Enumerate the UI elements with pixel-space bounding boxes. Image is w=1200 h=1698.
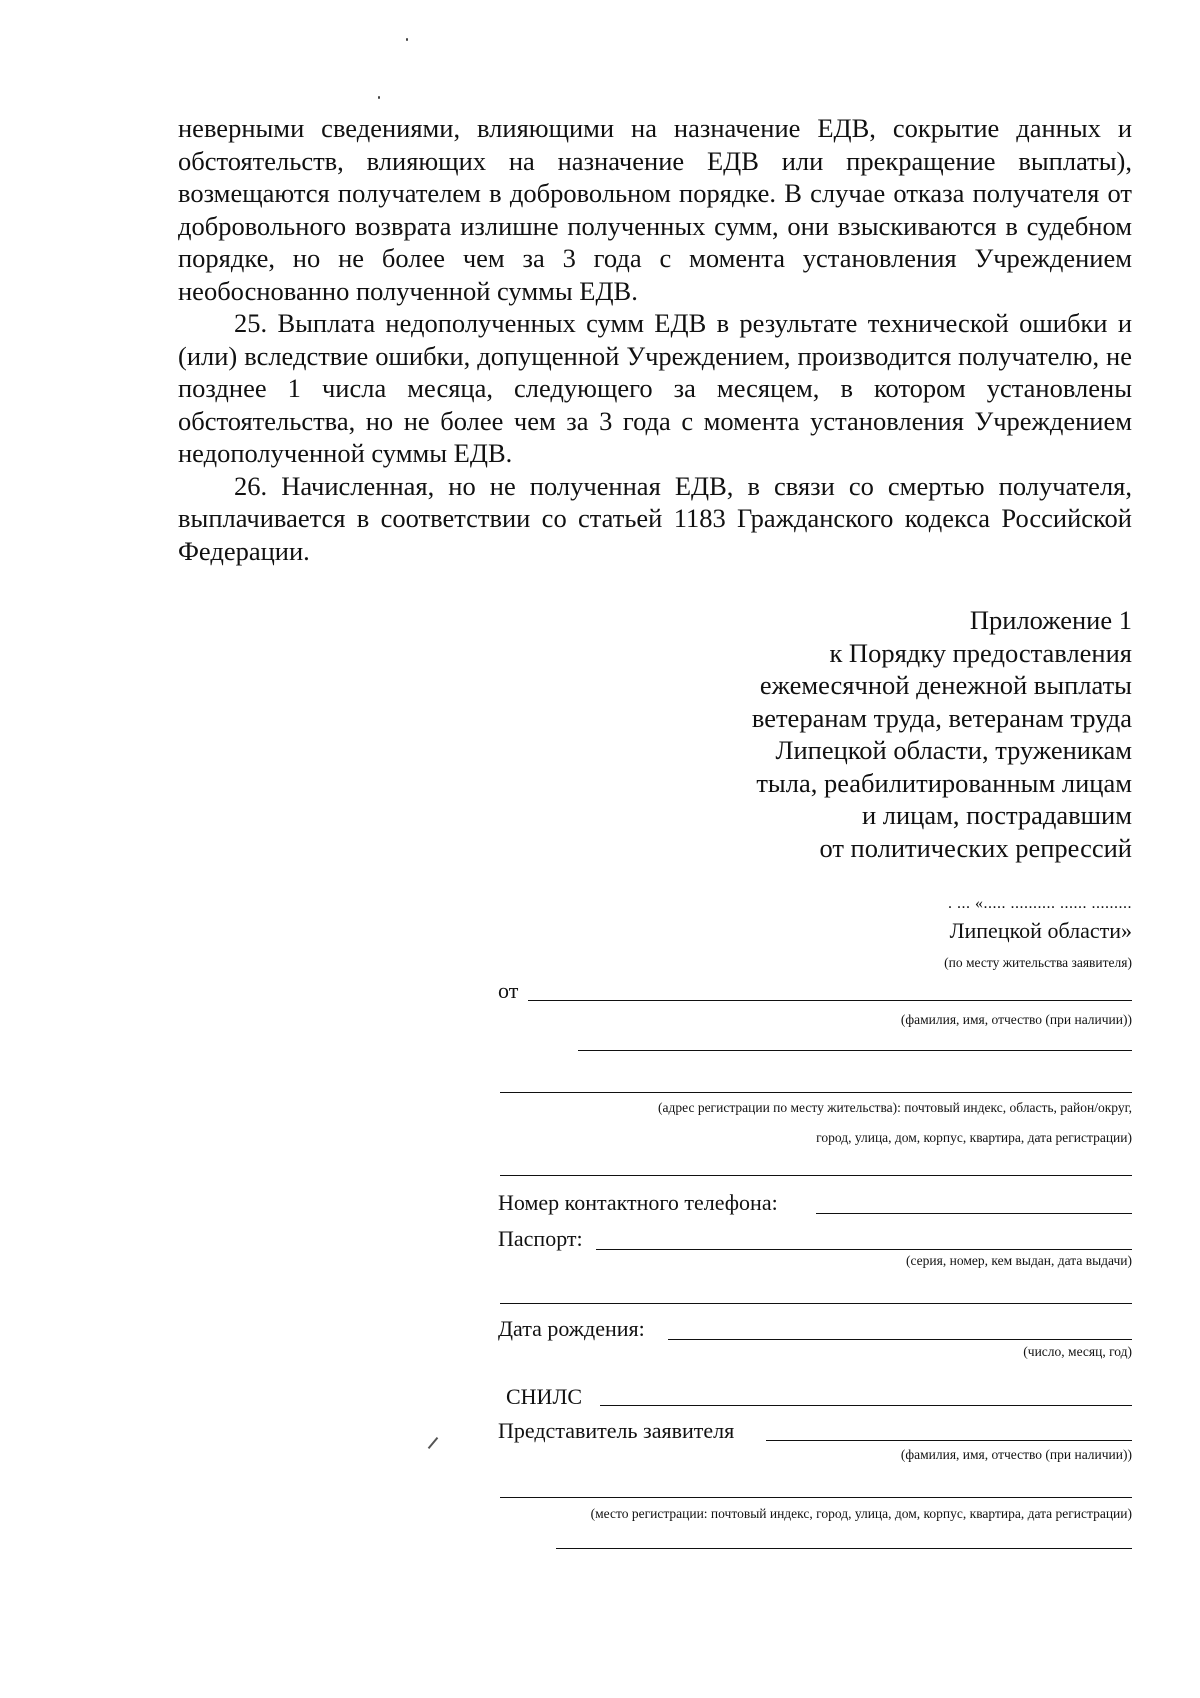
annex-line: тыла, реабилитированным лицам bbox=[756, 767, 1132, 798]
scan-speck bbox=[406, 38, 408, 41]
annex-line: к Порядку предоставления bbox=[829, 637, 1132, 668]
passport-field-2[interactable] bbox=[500, 1303, 1132, 1304]
annex-line: и лицам, пострадавшим bbox=[861, 800, 1132, 830]
address-field-1[interactable] bbox=[500, 1092, 1132, 1093]
representative-address-field[interactable] bbox=[556, 1548, 1132, 1549]
address-field-2[interactable] bbox=[500, 1175, 1132, 1176]
phone-label: Номер контактного телефона: bbox=[498, 1190, 778, 1215]
address-hint-2: город, улица, дом, корпус, квартира, дата регистрации) bbox=[816, 1130, 1132, 1145]
body-text bbox=[178, 112, 1132, 567]
annex-title: Приложение 1 bbox=[969, 605, 1132, 635]
representative-field[interactable] bbox=[766, 1440, 1132, 1441]
passport-hint: (серия, номер, кем выдан, дата выдачи) bbox=[906, 1253, 1132, 1268]
paragraph-26: 26. Начисленная, но не полученная ЕДВ, в связи со смертью получателя, выплачивается в соответствии со статьей 1183 Гражданского кодекса Российской Федерации. bbox=[178, 470, 1132, 566]
applicant-name-field[interactable] bbox=[528, 1000, 1132, 1001]
applicant-name-field-2[interactable] bbox=[578, 1050, 1132, 1051]
annex-line: ежемесячной денежной выплаты bbox=[759, 670, 1132, 700]
representative-field-2[interactable] bbox=[500, 1497, 1132, 1498]
passport-label: Паспорт: bbox=[498, 1226, 583, 1251]
phone-field[interactable] bbox=[816, 1213, 1132, 1214]
from-label: от bbox=[498, 978, 519, 1003]
snils-field[interactable] bbox=[600, 1405, 1132, 1406]
addressee-placeholder: . ... «..... .......... ...... ......... bbox=[948, 895, 1132, 912]
representative-address-hint: (место регистрации: почтовый индекс, город, улица, дом, корпус, квартира, дата регистрации) bbox=[590, 1506, 1132, 1521]
address-hint-1: (адрес регистрации по месту жительства): почтовый индекс, область, район/округ, bbox=[658, 1100, 1132, 1115]
birth-date-field[interactable] bbox=[668, 1339, 1132, 1340]
snils-label: СНИЛС bbox=[506, 1384, 583, 1409]
annex-line: Липецкой области, труженикам bbox=[775, 735, 1132, 765]
addressee-hint: (по месту жительства заявителя) bbox=[944, 955, 1132, 970]
applicant-name-hint: (фамилия, имя, отчество (при наличии)) bbox=[900, 1012, 1132, 1027]
annex-line: ветеранам труда, ветеранам труда bbox=[751, 702, 1132, 733]
paragraph-continuation: неверными сведениями, влияющими на назначение ЕДВ, сокрытие данных и обстоятельств, влияющих на назначение ЕДВ или прекращение выплаты), возмещаются получателем в добровольном порядке. В случае отказа получателя от добровольного возврата излишне полученных сумм, они взыскиваются в судебном порядке, но не более чем за 3 года с момента установления Учреждением необоснованно полученной суммы ЕДВ. bbox=[178, 113, 1132, 306]
birth-date-hint: (число, месяц, год) bbox=[1023, 1344, 1132, 1359]
annex-line: от политических репрессий bbox=[819, 832, 1132, 863]
representative-hint: (фамилия, имя, отчество (при наличии)) bbox=[900, 1447, 1132, 1462]
annex-header bbox=[612, 604, 1132, 864]
addressee-region: Липецкой области» bbox=[949, 918, 1132, 943]
birth-date-label: Дата рождения: bbox=[498, 1316, 645, 1341]
passport-field[interactable] bbox=[596, 1249, 1132, 1250]
scan-mark bbox=[428, 1437, 439, 1449]
paragraph-25: 25. Выплата недополученных сумм ЕДВ в результате технической ошибки и (или) вследствие ошибки, допущенной Учреждением, производится получателю, не позднее 1 числа месяца, следующего за месяцем, в котором установлены обстоятельства, но не более чем за 3 года с момента установления Учреждением недополученной суммы ЕДВ. bbox=[178, 308, 1132, 468]
representative-label: Представитель заявителя bbox=[498, 1418, 735, 1443]
scan-speck bbox=[378, 96, 380, 99]
